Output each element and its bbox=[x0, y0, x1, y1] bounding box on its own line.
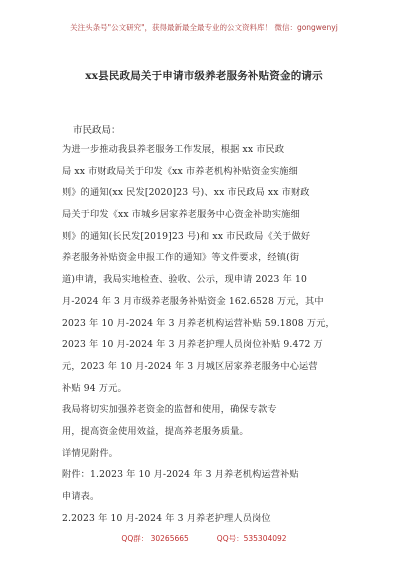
body-line: 养老服务补贴资金申报工作的通知》等文件要求，经镇(街 bbox=[62, 252, 300, 264]
footer-contact bbox=[0, 533, 408, 544]
footer-qq-group: QQ群： 30265665 bbox=[121, 534, 189, 543]
body-line: 我局将切实加强养老资金的监督和使用，确保专款专 bbox=[62, 404, 277, 416]
body-line: 详情见附件。 bbox=[62, 447, 119, 459]
body-line: 2023 年 10 月-2024 年 3 月养老护理人员岗位补贴 9.472 万 bbox=[62, 339, 323, 351]
salutation: 市民政局： bbox=[73, 125, 121, 136]
document-body bbox=[62, 139, 362, 529]
body-line: 则》的通知(长民发[2019]23 号)和 xx 市民政局《关于做好 bbox=[62, 230, 311, 242]
header-promo-note: 关注头条号"公文研究"，获得最新最全最专业的公文资料库！ 微信：gongwenyj bbox=[70, 23, 338, 32]
body-line: 2023 年 10 月-2024 年 3 月养老机构运营补贴 59.1808 万元， bbox=[62, 317, 335, 329]
attachment-line: 申请表。 bbox=[62, 491, 100, 502]
body-line: 元，2023 年 10 月-2024 年 3 月城区居家养老服务中心运营 bbox=[62, 360, 318, 372]
document-title: xx县民政局关于申请市级养老服务补贴资金的请示 bbox=[85, 70, 323, 82]
footer-qq: QQ号：535304092 bbox=[216, 534, 287, 543]
body-line: 道)申请，我局实地检查、验收、公示，现申请 2023 年 10 bbox=[62, 274, 308, 286]
body-line: 月-2024 年 3 月市级养老服务补贴资金 162.6528 万元，其中 bbox=[62, 295, 324, 307]
body-line: 补贴 94 万元。 bbox=[62, 382, 127, 394]
body-line: 用，提高资金使用效益，提高养老服务质量。 bbox=[62, 425, 249, 437]
attachment-line: 2.2023 年 10 月-2024 年 3 月养老护理人员岗位 bbox=[62, 512, 271, 524]
body-line: 为进一步推动我县养老服务工作发展，根据 xx 市民政 bbox=[62, 144, 285, 155]
body-line: 局 xx 市财政局关于印发《xx 市养老机构补贴资金实施细 bbox=[62, 165, 298, 177]
body-line: 则》的通知(xx 民发[2020]23 号)、xx 市民政局 xx 市财政 bbox=[62, 187, 310, 199]
body-line: 局关于印发《xx 市城乡居家养老服务中心资金补助实施细 bbox=[62, 209, 300, 221]
attachment-line: 附件：1.2023 年 10 月-2024 年 3 月养老机构运营补贴 bbox=[62, 469, 299, 481]
